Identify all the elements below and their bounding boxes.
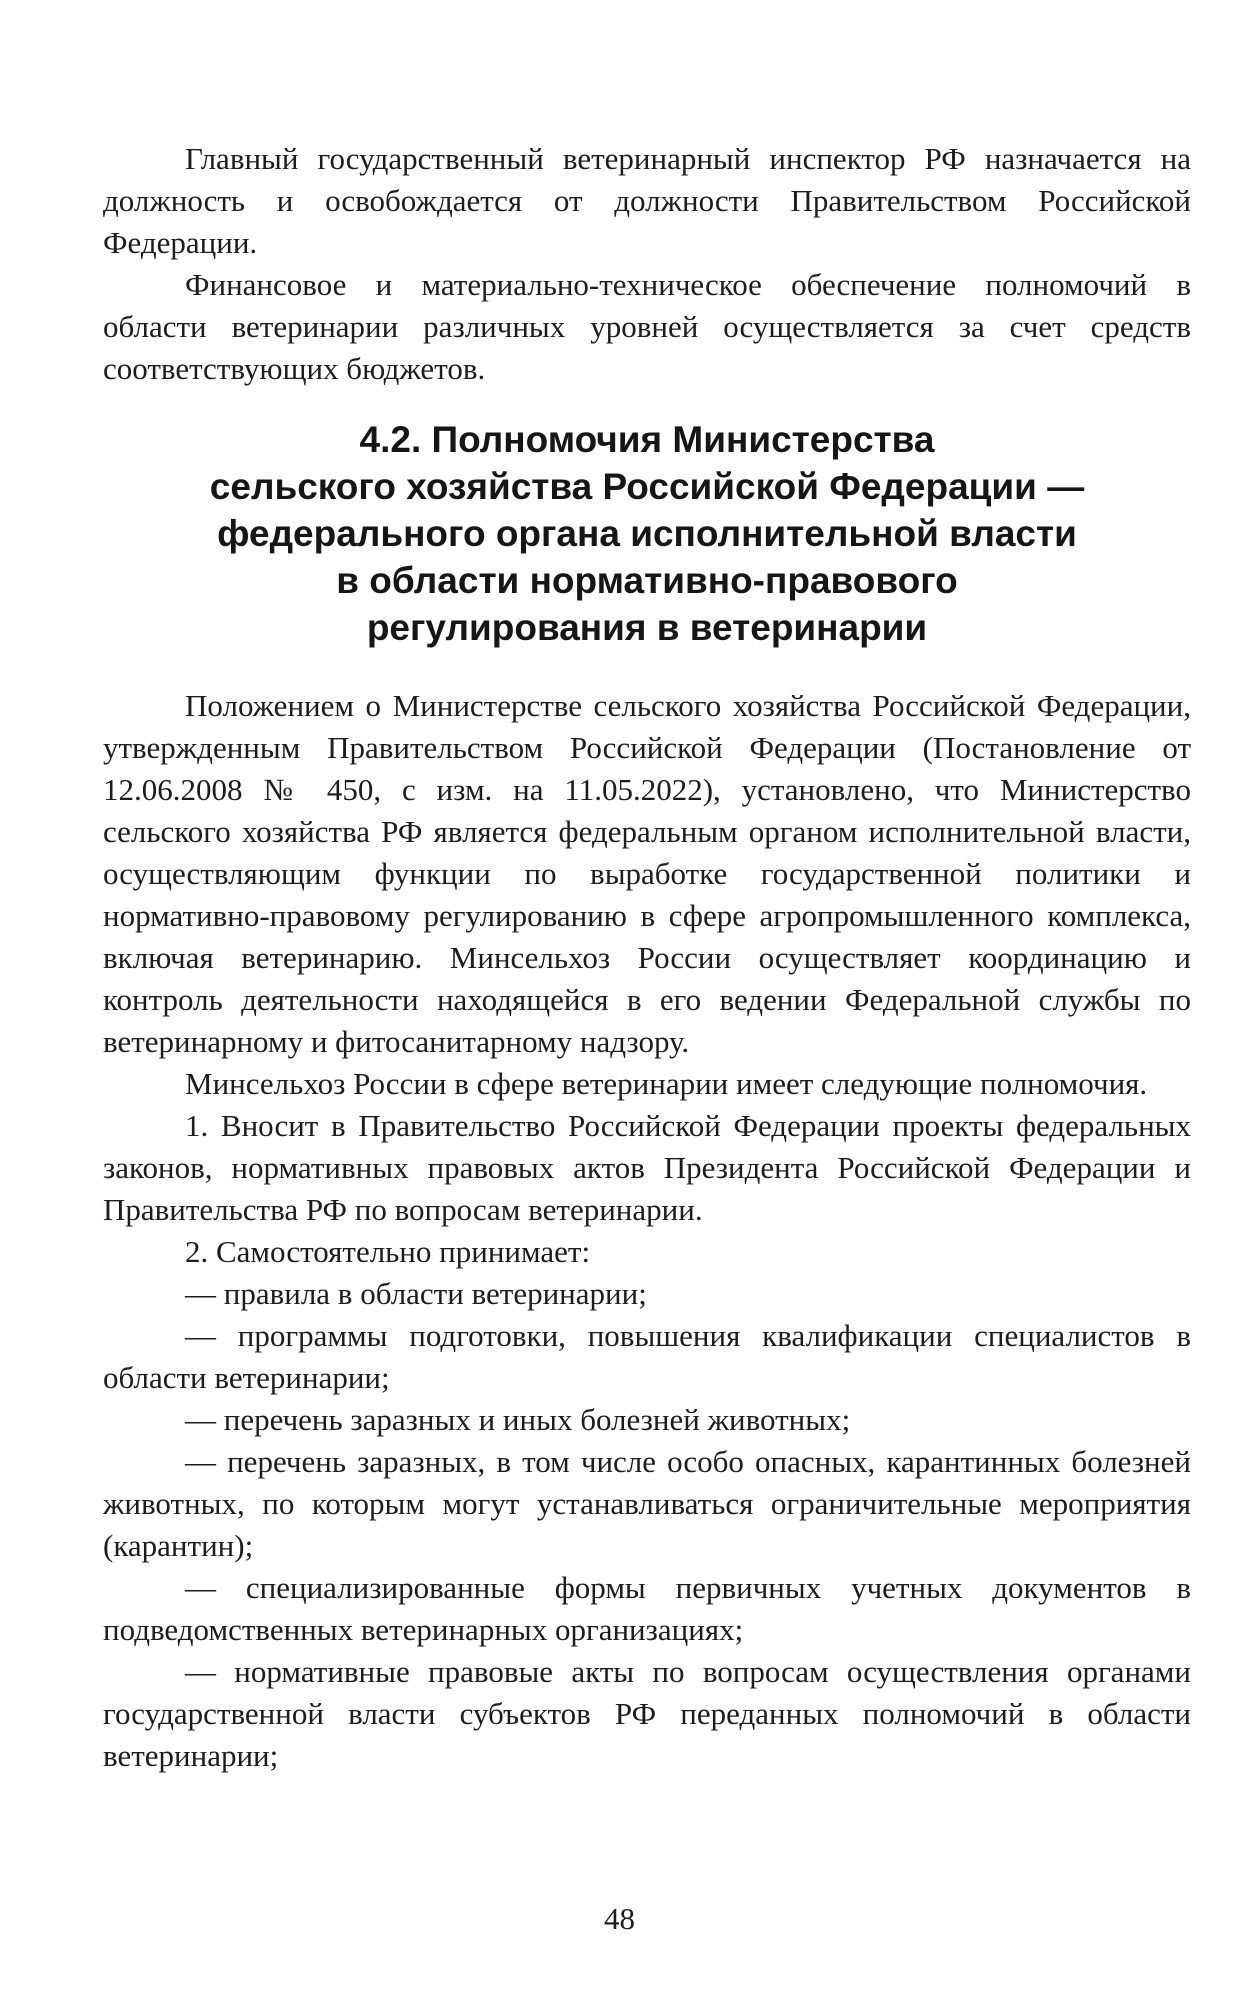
heading-line: федерального органа исполнительной власти xyxy=(217,513,1077,554)
section-heading xyxy=(163,416,1131,651)
page-number: 48 xyxy=(604,1901,635,1936)
list-item: 2. Самостоятельно принимает: xyxy=(185,1234,591,1269)
list-item: — правила в области ветеринарии; xyxy=(185,1276,647,1311)
paragraph: Финансовое и материально-техническое обеспечение полномочий в области ветеринарии различных уровней осуществляется за счет средств соответствующих бюджетов. xyxy=(103,267,1191,386)
page-content xyxy=(103,138,1191,1777)
list-item: — перечень заразных и иных болезней животных; xyxy=(185,1402,851,1437)
paragraph: Главный государственный ветеринарный инспектор РФ назначается на должность и освобождается от должности Правительством Российской Федерации. xyxy=(103,141,1191,260)
list-item: — специализированные формы первичных учетных документов в подведомственных ветеринарных организациях; xyxy=(103,1570,1191,1647)
list-item: — нормативные правовые акты по вопросам осуществления органами государственной власти субъектов РФ переданных полномочий в области ветеринарии; xyxy=(103,1654,1191,1773)
heading-line: 4.2. Полномочия Министерства xyxy=(359,419,935,460)
heading-line: сельского хозяйства Российской Федерации — xyxy=(209,466,1085,507)
heading-line: в области нормативно-правового xyxy=(336,560,958,601)
paragraph: Минсельхоз России в сфере ветеринарии имеет следующие полномочия. xyxy=(185,1066,1148,1101)
list-item: — перечень заразных, в том числе особо опасных, карантинных болезней животных, по которым могут устанавливаться ограничительные мероприятия (карантин); xyxy=(103,1444,1191,1563)
paragraph: Положением о Министерстве сельского хозяйства Российской Федерации, утвержденным Правительством Российской Федерации (Постановление от 12.06.2008 № 450, с изм. на 11.05.2022), установлено, что Министерство сельского хозяйства РФ является федеральным органом исполнительной власти, осуществляющим функции по выработке государственной политики и нормативно-правовому регулированию в сфере агропромышленного комплекса, включая ветеринарию. Минсельхоз России осуществляет координацию и контроль деятельности находящейся в его ведении Федеральной службы по ветеринарному и фитосанитарному надзору. xyxy=(103,688,1191,1059)
heading-line: регулирования в ветеринарии xyxy=(366,607,928,648)
list-item: 1. Вносит в Правительство Российской Федерации проекты федеральных законов, нормативных правовых актов Президента Российской Федерации и Правительства РФ по вопросам ветеринарии. xyxy=(103,1108,1191,1227)
list-item: — программы подготовки, повышения квалификации специалистов в области ветеринарии; xyxy=(103,1318,1191,1395)
